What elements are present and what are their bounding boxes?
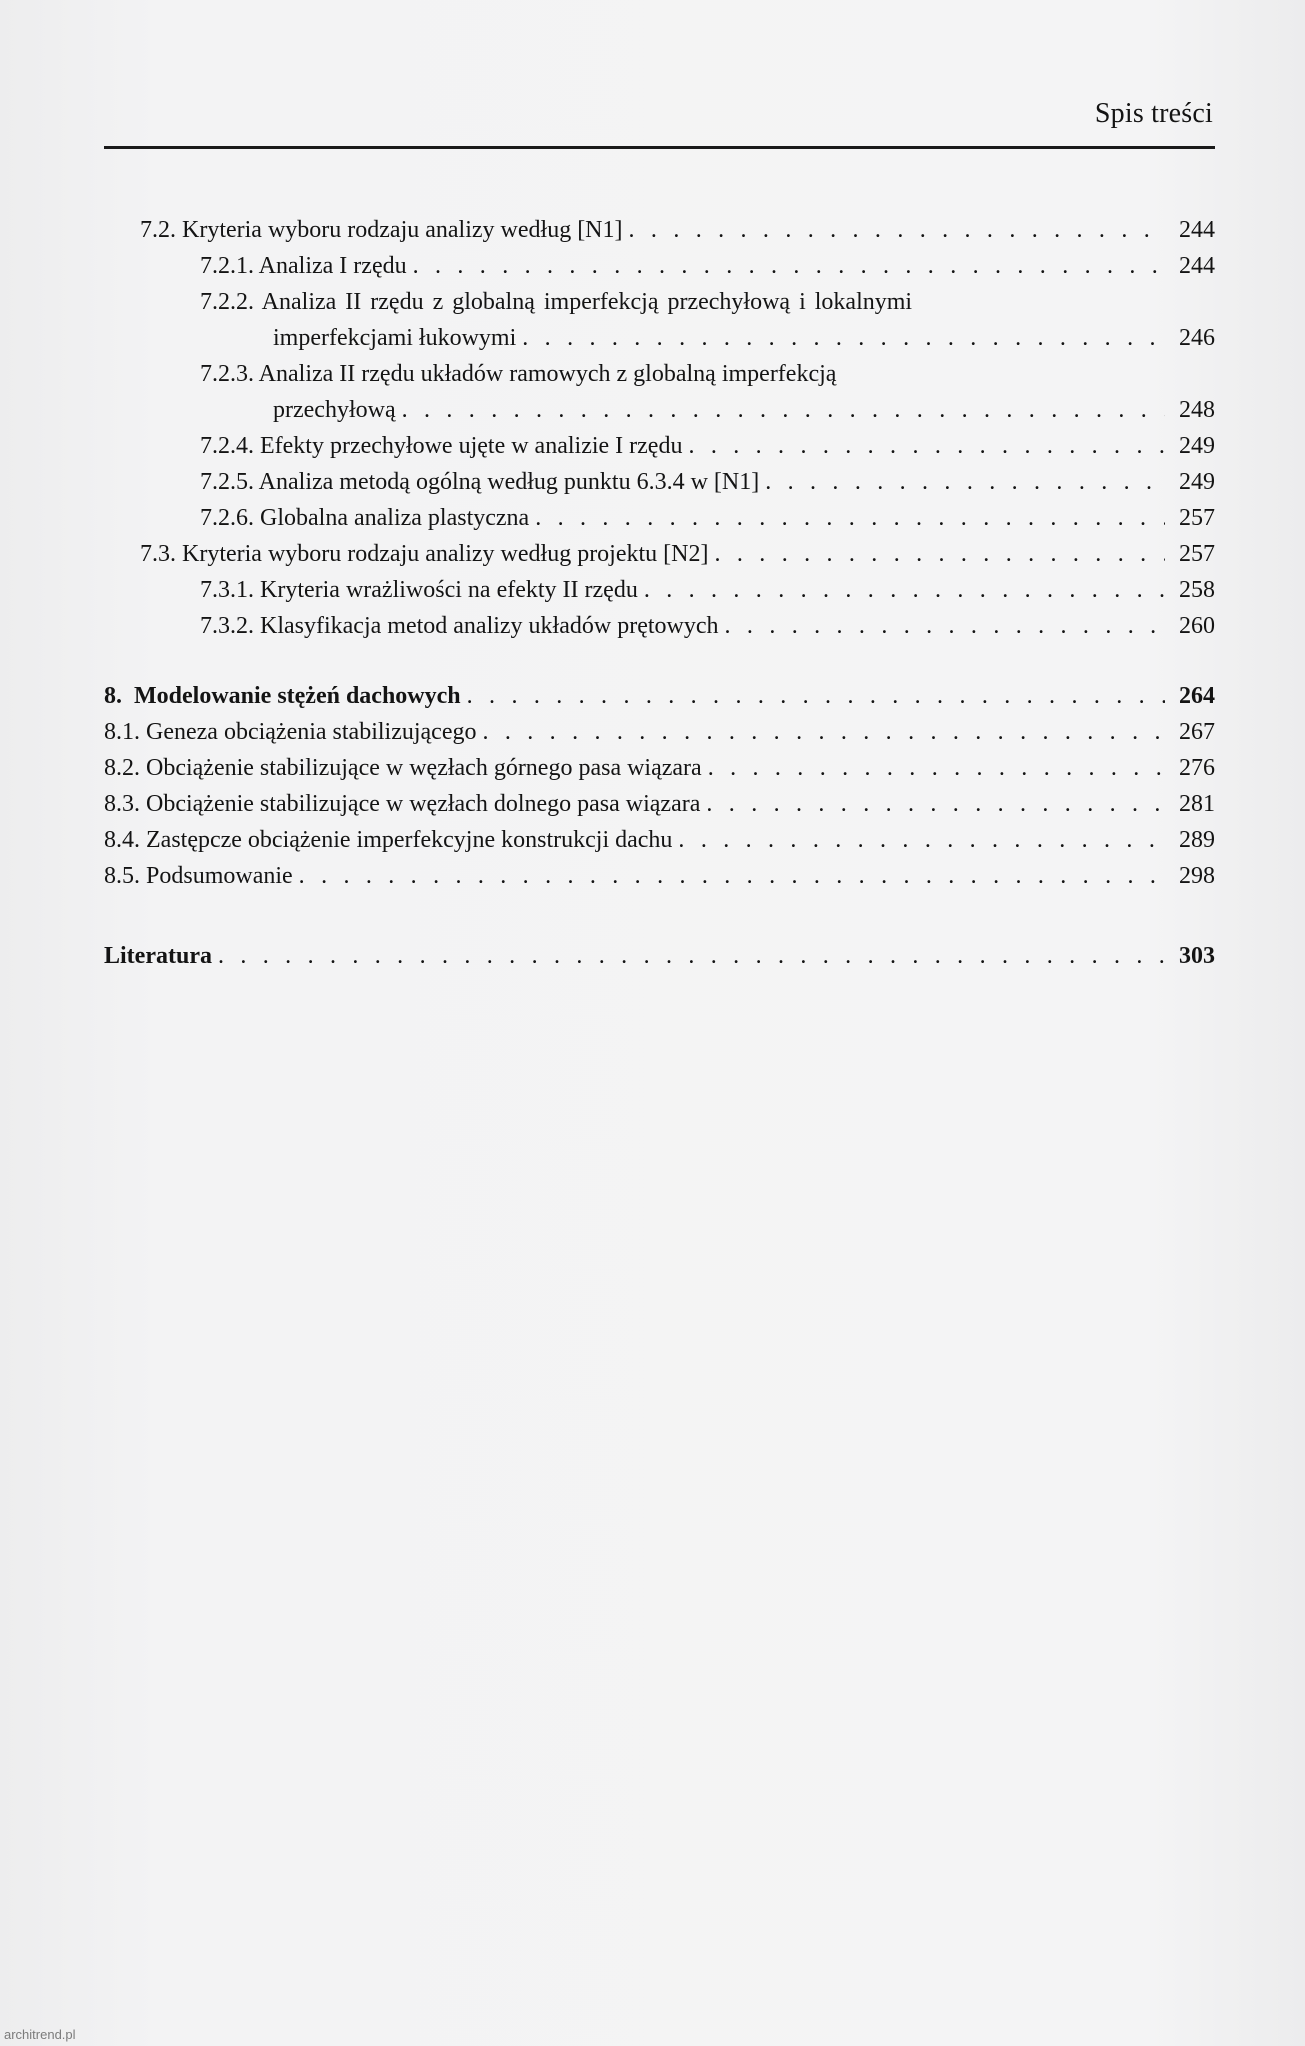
toc-entry-page: 249	[1179, 433, 1215, 459]
leader-dots	[522, 320, 1165, 356]
leader-dots	[725, 608, 1165, 644]
toc-entry-label: 7.2.2. Analiza II rzędu z globalną imperfekcją przechyłową i lokalnymi	[200, 289, 913, 315]
toc-entry-page: 289	[1179, 827, 1215, 853]
toc-entry-label: 7.3.1. Kryteria wrażliwości na efekty II rzędu	[200, 577, 638, 603]
section-gap	[104, 644, 1215, 678]
leader-dots	[629, 212, 1165, 248]
leader-dots	[715, 536, 1166, 572]
toc-entry-page: 248	[1179, 397, 1215, 423]
header-rule	[104, 146, 1215, 149]
toc-entry-7-2-2[interactable]	[104, 284, 1215, 356]
leader-dots	[413, 248, 1165, 284]
toc-entry-7-3-1[interactable]	[104, 572, 1215, 608]
toc-entry-label: 8. Modelowanie stężeń dachowych	[104, 683, 461, 709]
toc-entry-page: 281	[1179, 791, 1215, 817]
leader-dots	[678, 822, 1165, 858]
toc-entry-chapter-8[interactable]	[104, 678, 1215, 714]
leader-dots	[482, 714, 1165, 750]
toc-entry-label: 7.2.6. Globalna analiza plastyczna	[200, 505, 530, 531]
toc-entry-label: 7.2.4. Efekty przechyłowe ujęte w analizie I rzędu	[200, 433, 683, 459]
leader-dots	[765, 464, 1165, 500]
leader-dots	[402, 392, 1165, 428]
toc-entry-8-5[interactable]	[104, 858, 1215, 894]
toc-entry-7-2[interactable]	[104, 212, 1215, 248]
toc-entry-7-2-6[interactable]	[104, 500, 1215, 536]
site-watermark: architrend.pl	[4, 2027, 76, 2042]
toc-entry-8-3[interactable]	[104, 786, 1215, 822]
leader-dots	[688, 428, 1165, 464]
toc-entry-7-3[interactable]	[104, 536, 1215, 572]
toc-entry-page: 244	[1179, 253, 1215, 279]
toc-entry-8-1[interactable]	[104, 714, 1215, 750]
toc-entry-page: 267	[1179, 719, 1215, 745]
toc-entry-label-continued: imperfekcjami łukowymi	[273, 325, 517, 351]
leader-dots	[218, 938, 1165, 974]
toc-entry-page: 257	[1179, 505, 1215, 531]
toc-entry-page: 246	[1179, 325, 1215, 351]
toc-entry-page: 257	[1179, 541, 1215, 567]
toc-entry-7-2-3[interactable]	[104, 356, 1215, 428]
section-gap	[104, 894, 1215, 938]
leader-dots	[706, 786, 1165, 822]
toc-entry-label: 7.3.2. Klasyfikacja metod analizy układów prętowych	[200, 613, 719, 639]
toc-entry-label: Literatura	[104, 943, 212, 969]
toc-entry-page: 276	[1179, 755, 1215, 781]
toc-entry-page: 264	[1179, 683, 1215, 709]
toc-entry-label: 8.4. Zastępcze obciążenie imperfekcyjne konstrukcji dachu	[104, 827, 673, 853]
leader-dots	[467, 678, 1165, 714]
toc-entry-label: 7.2.1. Analiza I rzędu	[200, 253, 407, 279]
running-header: Spis treści	[1094, 98, 1213, 129]
toc-entry-label: 8.3. Obciążenie stabilizujące w węzłach dolnego pasa wiązara	[104, 791, 701, 817]
toc-entry-page: 298	[1179, 863, 1215, 889]
toc-entry-page: 249	[1179, 469, 1215, 495]
toc-entry-7-2-4[interactable]	[104, 428, 1215, 464]
toc-entry-label: 7.2.5. Analiza metodą ogólną według punktu 6.3.4 w [N1]	[200, 469, 760, 495]
table-of-contents	[104, 212, 1215, 974]
toc-entry-label: 7.2. Kryteria wyboru rodzaju analizy według [N1]	[140, 217, 623, 243]
leader-dots	[708, 750, 1165, 786]
toc-entry-8-2[interactable]	[104, 750, 1215, 786]
toc-entry-label: 7.3. Kryteria wyboru rodzaju analizy według projektu [N2]	[140, 541, 709, 567]
toc-entry-7-2-5[interactable]	[104, 464, 1215, 500]
toc-entry-7-3-2[interactable]	[104, 608, 1215, 644]
leader-dots	[299, 858, 1165, 894]
toc-entry-page: 258	[1179, 577, 1215, 603]
toc-entry-page: 244	[1179, 217, 1215, 243]
toc-entry-page: 303	[1179, 943, 1215, 969]
toc-entry-8-4[interactable]	[104, 822, 1215, 858]
toc-entry-label: 8.2. Obciążenie stabilizujące w węzłach górnego pasa wiązara	[104, 755, 702, 781]
toc-entry-7-2-1[interactable]	[104, 248, 1215, 284]
toc-entry-page: 260	[1179, 613, 1215, 639]
toc-entry-label-continued: przechyłową	[273, 397, 396, 423]
toc-entry-label: 8.5. Podsumowanie	[104, 863, 293, 889]
leader-dots	[535, 500, 1165, 536]
toc-entry-literatura[interactable]	[104, 938, 1215, 974]
toc-entry-label: 7.2.3. Analiza II rzędu układów ramowych z globalną imperfekcją	[200, 361, 837, 387]
leader-dots	[644, 572, 1165, 608]
toc-entry-label: 8.1. Geneza obciążenia stabilizującego	[104, 719, 477, 745]
